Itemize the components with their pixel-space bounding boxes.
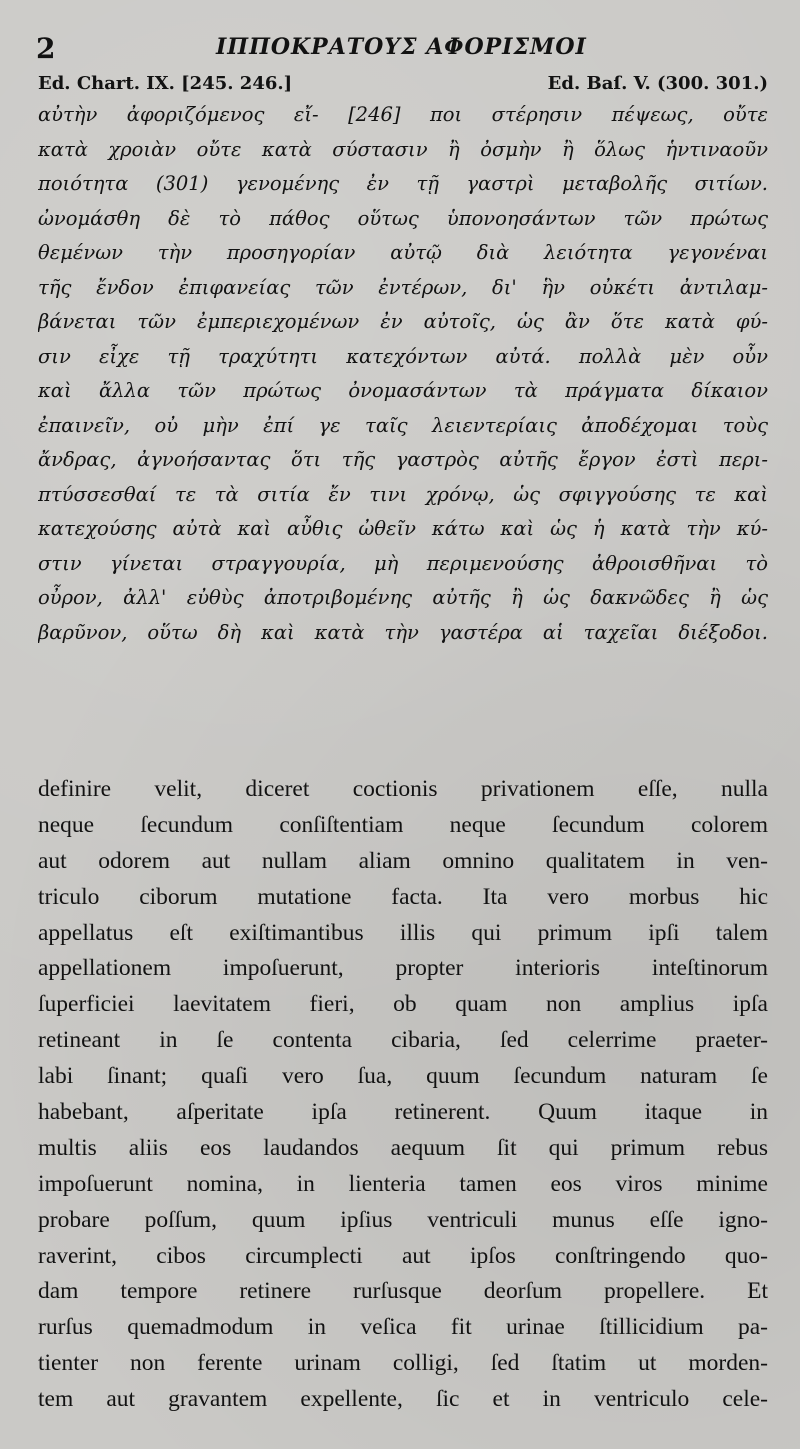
greek-text-line: ὠνομάσθη δὲ τὸ πάθος οὕτως ὑπονοησάντων τῶν πρώτως <box>38 206 768 230</box>
greek-text-line: οὖρον, ἀλλ' εὐθὺς ἀποτριβομένης αὐτῆς ἢ ὡς δακνῶδες ἢ ὡς <box>38 586 768 609</box>
latin-text-line: aut odorem aut nullam aliam omnino qualitatem in ven- <box>38 847 768 874</box>
latin-text-line: neque ſecundum conſiſtentiam neque ſecundum colorem <box>38 811 768 838</box>
greek-text-line: τῆς ἔνδον ἐπιφανείας τῶν ἐντέρων, δι' ἣν οὐκέτι ἀντιλαμ- <box>38 275 768 299</box>
greek-text-line: κατὰ χροιὰν οὔτε κατὰ σύστασιν ἢ ὀσμὴν ἢ ὅλως ἡντιναοῦν <box>38 137 768 161</box>
greek-text-line: ἐπαινεῖν, οὐ μὴν ἐπί γε ταῖς λειεντερίαις ἀποδέχομαι τοὺς <box>38 413 768 437</box>
latin-text-line: rurſus quemadmodum in veſica fit urinae ſtillicidium pa- <box>38 1314 768 1341</box>
latin-text-line: habebant, aſperitate ipſa retinerent. Quum itaque in <box>38 1099 768 1126</box>
greek-text-line: βαρῦνον, οὕτω δὴ καὶ κατὰ τὴν γαστέρα αἱ ταχεῖαι διέξοδοι. <box>38 620 768 644</box>
greek-text-line: βάνεται τῶν ἐμπεριεχομένων ἐν αὐτοῖς, ὡς ἂν ὅτε κατὰ φύ- <box>38 310 768 333</box>
greek-text-line: ποιότητα (301) γενομένης ἐν τῇ γαστρὶ μεταβολῆς σιτίων. <box>38 172 768 195</box>
greek-text-line: ἄνδρας, ἀγνοήσαντας ὅτι τῆς γαστρὸς αὐτῆς ἔργον ἐστὶ περι- <box>38 448 768 471</box>
latin-text-line: tem aut gravantem expellente, ſic et in ventriculo cele- <box>38 1386 768 1413</box>
latin-text-line: probare poſſum, quum ipſius ventriculi munus eſſe igno- <box>38 1206 768 1233</box>
page-number: 2 <box>36 32 56 65</box>
latin-text-line: labi ſinant; quaſi vero ſua, quum ſecundum naturam ſe <box>38 1063 768 1090</box>
latin-text-line: appellatus eſt exiſtimantibus illis qui primum ipſi talem <box>38 919 768 946</box>
latin-text-line: impoſuerunt nomina, in lienteria tamen eos viros minime <box>38 1170 768 1197</box>
latin-text-line: retineant in ſe contenta cibaria, ſed celerrime praeter- <box>38 1027 768 1054</box>
latin-text-line: ſuperficiei laevitatem fieri, ob quam non amplius ipſa <box>38 991 768 1018</box>
greek-text-line: καὶ ἄλλα τῶν πρώτως ὀνομασάντων τὰ πράγματα δίκαιον <box>38 379 768 402</box>
latin-text-line: triculo ciborum mutatione facta. Ita vero morbus hic <box>38 883 768 910</box>
edition-basel-reference: Ed. Baſ. V. (300. 301.) <box>547 73 768 94</box>
latin-text-line: raverint, cibos circumplecti aut ipſos conſtringendo quo- <box>38 1242 768 1269</box>
running-title: ΙΠΠΟΚΡΑΤΟΥΣ ΑΦΟΡΙΣΜΟΙ <box>216 34 587 60</box>
latin-text-line: dam tempore retinere rurſusque deorſum propellere. Et <box>38 1278 768 1305</box>
greek-text-line: αὐτὴν ἀφοριζόμενος εἴ- [246] ποι στέρησιν πέψεως, οὔτε <box>38 103 768 126</box>
edition-chartier-reference: Ed. Chart. IX. [245. 246.] <box>38 73 293 94</box>
greek-text-line: στιν γίνεται στραγγουρία, μὴ περιμενούσης ἀθροισθῆναι τὸ <box>38 551 768 575</box>
greek-text-line: θεμένων τὴν προσηγορίαν αὐτῷ διὰ λειότητα γεγονέναι <box>38 241 768 264</box>
greek-text-line: κατεχούσης αὐτὰ καὶ αὖθις ὠθεῖν κάτω καὶ ὡς ἡ κατὰ τὴν κύ- <box>38 517 768 540</box>
edition-reference-line <box>38 73 768 97</box>
greek-text-line: πτύσσεσθαί τε τὰ σιτία ἔν τινι χρόνῳ, ὡς σφιγγούσης τε καὶ <box>38 482 768 506</box>
greek-text-block <box>38 98 768 650</box>
greek-text-line: σιν εἶχε τῇ τραχύτητι κατεχόντων αὐτά. πολλὰ μὲν οὖν <box>38 344 768 368</box>
latin-text-line: appellationem impoſuerunt, propter interioris inteſtinorum <box>38 955 768 982</box>
latin-text-line: multis aliis eos laudandos aequum ſit qui primum rebus <box>38 1134 768 1161</box>
latin-text-block <box>38 772 768 1418</box>
latin-text-line: tienter non ferente urinam colligi, ſed ſtatim ut morden- <box>38 1350 768 1377</box>
page-header <box>36 30 766 70</box>
latin-text-line: definire velit, diceret coctionis privationem eſſe, nulla <box>38 776 768 802</box>
